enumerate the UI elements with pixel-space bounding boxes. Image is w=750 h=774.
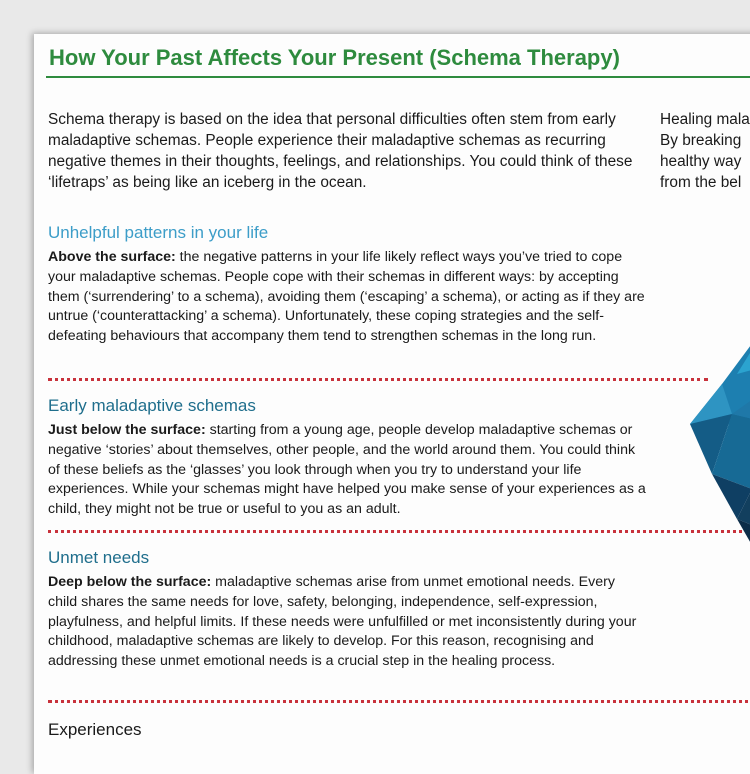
iceberg-icon <box>682 304 750 564</box>
section-paragraph-early-schemas <box>48 421 648 520</box>
right-column-text <box>660 109 750 193</box>
section-lead: Above the surface: <box>48 249 176 265</box>
title-underline <box>46 76 750 78</box>
heading-unhelpful-patterns: Unhelpful patterns in your life <box>48 223 269 242</box>
heading-early-maladaptive-schemas: Early maladaptive schemas <box>48 396 256 415</box>
dotted-divider <box>48 530 748 533</box>
heading-experiences: Experiences <box>48 720 142 739</box>
dotted-divider <box>48 378 708 381</box>
right-column-line: healthy way <box>660 153 742 170</box>
right-column-line: By breaking <box>660 132 742 149</box>
section-paragraph-unhelpful-patterns <box>48 248 648 347</box>
section-lead: Deep below the surface: <box>48 574 212 590</box>
section-body: maladaptive schemas arise from unmet emotional needs. Every child shares the same needs for love, safety, belonging, independence, self-expression, playfulness, and helpful limits. If these needs were unfulfilled or met inconsistently during your childhood, maladaptive schemas are likely to develop. For this reason, recognising and addressing these unmet emotional needs is a crucial step in the healing process. <box>48 574 637 670</box>
heading-unmet-needs: Unmet needs <box>48 548 150 567</box>
page-title: How Your Past Affects Your Present (Schema Therapy) <box>49 45 620 70</box>
section-body: starting from a young age, people develop maladaptive schemas or negative ‘stories’ about themselves, other people, and the world around them. You could think of these beliefs as the ‘glasses’ you look through when you try to understand your life experiences. While your schemas might have helped you make sense of your experiences as a child, they might not be true or useful to you as an adult. <box>48 422 646 518</box>
section-body: the negative patterns in your life likely reflect ways you’ve tried to cope your maladaptive schemas. People cope with their schemas in different ways: by accepting them (‘surrendering’ to a schema), avoiding them (‘escaping’ a schema), or acting as if they are untrue (‘counterattacking’ a schema). Unfortunately, these coping strategies and the self-defeating behaviours that accompany them tend to strengthen schemas in the long run. <box>48 249 645 345</box>
dotted-divider <box>48 700 750 703</box>
right-column-line: from the bel <box>660 174 742 191</box>
section-paragraph-unmet-needs <box>48 573 648 672</box>
section-lead: Just below the surface: <box>48 422 206 438</box>
worksheet-page <box>34 34 750 774</box>
right-column-line: Healing mala <box>660 111 750 128</box>
intro-paragraph: Schema therapy is based on the idea that personal difficulties often stem from early maladaptive schemas. People experience their maladaptive schemas as recurring negative themes in their thoughts, feelings, and relationships. You could think of these ‘lifetraps’ as being like an iceberg in the ocean. <box>48 111 633 191</box>
